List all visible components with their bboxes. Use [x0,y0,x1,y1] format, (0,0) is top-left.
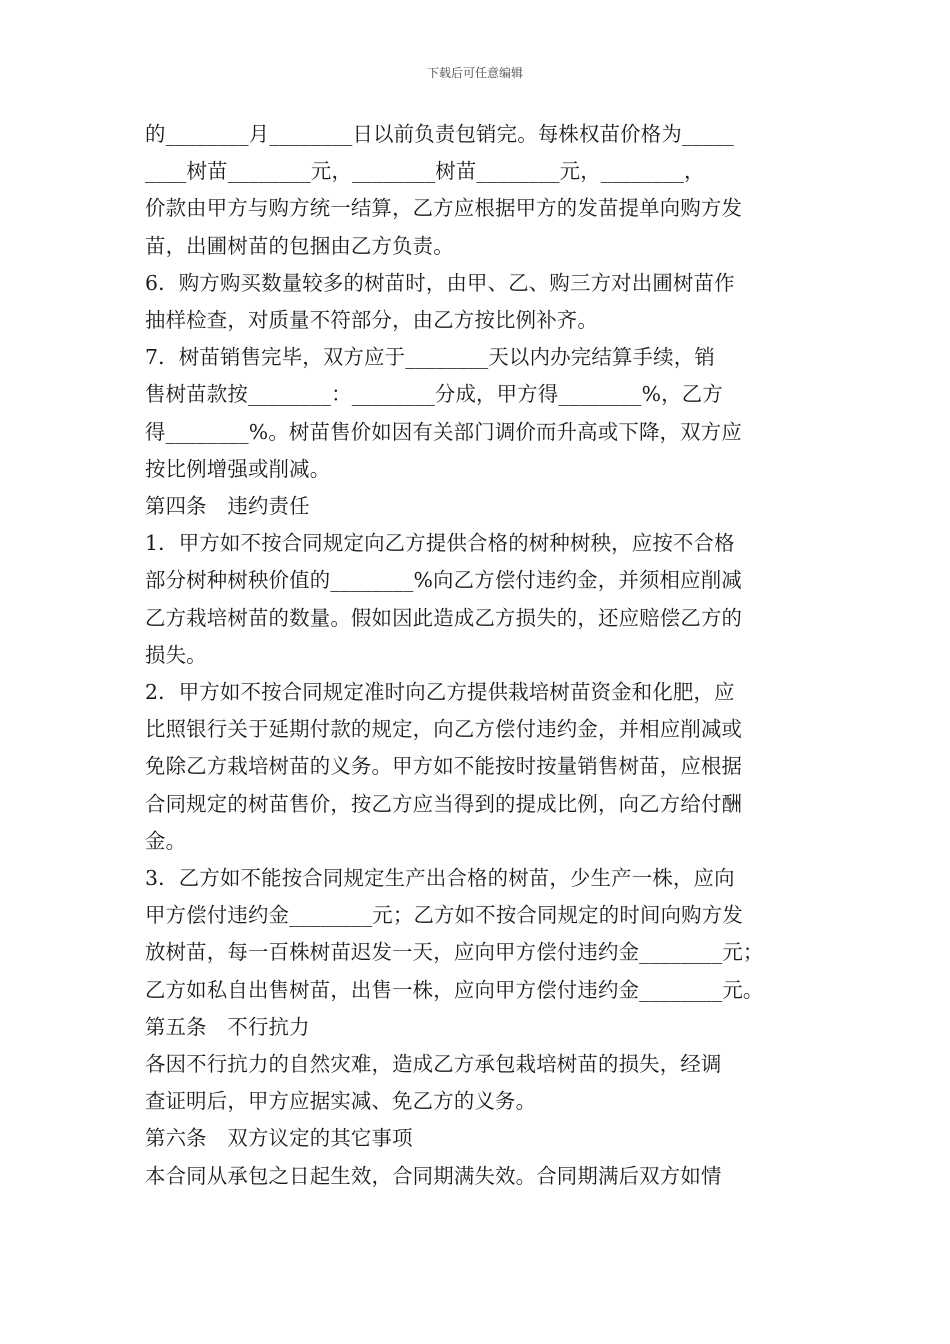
text-line: 本合同从承包之日起生效，合同期满失效。合同期满后双方如情 [145,1163,722,1188]
text-line: 损失。 [145,642,207,667]
text-line: 各因不行抗力的自然灾难，造成乙方承包栽培树苗的损失，经调 [145,1052,722,1077]
text-line: 乙方如私自出售树苗，出售一株，应向甲方偿付违约金________元。 [145,977,764,1002]
page-header: 下载后可任意编辑 [426,66,523,80]
text-line: 免除乙方栽培树苗的义务。甲方如不能按时按量销售树苗，应根据 [145,754,743,779]
text-line: 抽样检查，对质量不符部分，由乙方按比例补齐。 [145,308,598,333]
text-line: 第四条 违约责任 [145,494,310,519]
text-line: 7．树苗销售完毕，双方应于________天以内办完结算手续，销 [145,345,715,370]
text-line: 3．乙方如不能按合同规定生产出合格的树苗，少生产一株，应向 [145,866,735,891]
text-line: 部分树种树秧价值的________%向乙方偿付违约金，并须相应削减 [145,568,742,593]
text-line: 合同规定的树苗售价，按乙方应当得到的提成比例，向乙方给付酬 [145,791,743,816]
text-line: 2．甲方如不按合同规定准时向乙方提供栽培树苗资金和化肥，应 [145,680,735,705]
text-line: 乙方栽培树苗的数量。假如因此造成乙方损失的，还应赔偿乙方的 [145,605,743,630]
text-line: 放树苗，每一百株树苗迟发一天，应向甲方偿付违约金________元； [145,940,764,965]
text-line: 第五条 不行抗力 [145,1014,310,1039]
text-line: 第六条 双方议定的其它事项 [145,1126,413,1151]
text-line: 比照银行关于延期付款的规定，向乙方偿付违约金，并相应削减或 [145,717,743,742]
text-line: 的________月________日以前负责包销完。每株权苗价格为_____ [145,122,734,146]
text-line: 金。 [145,828,187,853]
text-line: 按比例增强或削减。 [145,456,331,481]
text-line: 查证明后，甲方应据实减、免乙方的义务。 [145,1089,537,1114]
contract-body [145,116,817,1195]
text-line: 得________%。树苗售价如因有关部门调价而升高或下降，双方应 [145,419,742,444]
text-line: 价款由甲方与购方统一结算，乙方应根据甲方的发苗提单向购方发 [145,196,743,221]
text-line: 甲方偿付违约金________元；乙方如不按合同规定的时间向购方发 [145,903,743,928]
text-line: 苗，出圃树苗的包捆由乙方负责。 [145,233,454,258]
text-line: 1．甲方如不按合同规定向乙方提供合格的树种树秧，应按不合格 [145,531,735,556]
text-line: 售树苗款按________：________分成，甲方得________%，乙方 [145,382,723,407]
text-line: 6．购方购买数量较多的树苗时，由甲、乙、购三方对出圃树苗作 [145,270,735,295]
text-line: ____树苗________元，________树苗________元，________， [145,159,705,184]
